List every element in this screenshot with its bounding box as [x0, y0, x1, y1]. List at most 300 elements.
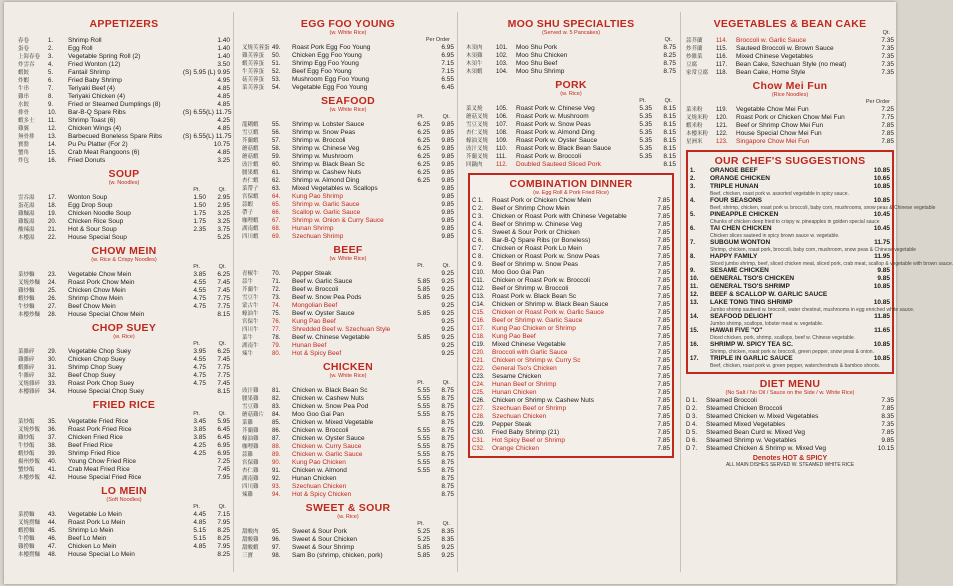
combination-dinner-box	[468, 173, 674, 458]
combo-item[interactable]	[472, 421, 670, 429]
item-number: 75.	[272, 311, 281, 317]
diet-item[interactable]	[686, 413, 894, 421]
combo-item[interactable]	[472, 245, 670, 253]
menu-item[interactable]	[18, 543, 230, 551]
menu-item[interactable]	[242, 528, 454, 536]
menu-item[interactable]	[18, 133, 230, 141]
rice-note: ALL MAIN DISHES SERVED W. STEAMED WHITE RICE	[725, 462, 855, 468]
combo-item[interactable]	[472, 341, 670, 349]
item-number: 76.	[272, 319, 281, 325]
menu-item[interactable]	[242, 193, 454, 201]
pint-price: 4.75	[193, 372, 206, 379]
price-header	[18, 30, 230, 37]
price-header	[18, 504, 230, 511]
chinese-name: 無骨排	[18, 134, 35, 140]
pint-header: Pt.	[193, 341, 200, 347]
menu-item[interactable]	[18, 551, 230, 559]
menu-item[interactable]	[242, 209, 454, 217]
menu-item[interactable]	[18, 61, 230, 69]
menu-item[interactable]	[18, 149, 230, 157]
diet-item[interactable]	[686, 437, 894, 445]
combo-item[interactable]	[472, 365, 670, 373]
pint-price: 6.25	[417, 129, 430, 136]
menu-item[interactable]	[18, 271, 230, 279]
menu-item[interactable]	[18, 311, 230, 319]
menu-item[interactable]	[242, 395, 454, 403]
item-number: 7.	[690, 240, 696, 246]
menu-item[interactable]	[18, 234, 230, 242]
item-name: Roast Pork w. Oyster Sauce	[516, 137, 598, 144]
combo-item[interactable]	[472, 277, 670, 285]
menu-item[interactable]	[466, 44, 676, 52]
menu-item[interactable]	[242, 435, 454, 443]
menu-item[interactable]	[18, 519, 230, 527]
combo-item[interactable]	[472, 429, 670, 437]
combo-item[interactable]	[472, 237, 670, 245]
menu-item[interactable]	[18, 380, 230, 388]
menu-item[interactable]	[18, 210, 230, 218]
combo-item[interactable]	[472, 221, 670, 229]
menu-item[interactable]	[242, 137, 454, 145]
quart-price: 6.25	[217, 348, 230, 355]
menu-item[interactable]	[242, 310, 454, 318]
menu-item[interactable]	[686, 53, 894, 61]
section-title: SOUP	[108, 168, 140, 180]
chinese-name: 叉燒撈麵	[18, 520, 41, 526]
combo-item[interactable]	[472, 301, 670, 309]
menu-item[interactable]	[18, 101, 230, 109]
menu-item[interactable]	[18, 77, 230, 85]
chinese-name: 酸辣湯	[18, 227, 35, 233]
menu-item[interactable]	[686, 61, 894, 69]
menu-item[interactable]	[242, 318, 454, 326]
chinese-name: 芥蘭叉燒	[466, 154, 489, 160]
chef-item[interactable]	[690, 239, 890, 247]
menu-item[interactable]	[242, 201, 454, 209]
chef-item[interactable]	[690, 183, 890, 191]
chinese-name: 杏仁雞	[242, 468, 259, 474]
item-name: SUBGUM WONTON	[710, 239, 771, 246]
menu-item[interactable]	[18, 85, 230, 93]
menu-item[interactable]	[242, 475, 454, 483]
menu-item[interactable]	[466, 105, 676, 113]
menu-item[interactable]	[242, 161, 454, 169]
menu-item[interactable]	[18, 450, 230, 458]
combo-item[interactable]	[472, 317, 670, 325]
combo-item[interactable]	[472, 269, 670, 277]
menu-item[interactable]	[242, 411, 454, 419]
menu-item[interactable]	[18, 418, 230, 426]
menu-item[interactable]	[242, 153, 454, 161]
combo-item[interactable]	[472, 205, 670, 213]
menu-item[interactable]	[466, 129, 676, 137]
menu-item[interactable]	[242, 225, 454, 233]
combo-item[interactable]	[472, 397, 670, 405]
combo-item[interactable]	[472, 229, 670, 237]
menu-item[interactable]	[242, 459, 454, 467]
section-title: LO MEIN	[101, 485, 147, 497]
menu-item[interactable]	[242, 467, 454, 475]
chinese-name: 回鍋肉	[466, 162, 483, 168]
chef-item[interactable]	[690, 291, 890, 299]
menu-item[interactable]	[686, 122, 894, 130]
menu-item[interactable]	[686, 106, 894, 114]
menu-item[interactable]	[18, 37, 230, 45]
menu-item[interactable]	[466, 121, 676, 129]
diet-item[interactable]	[686, 429, 894, 437]
chinese-name: 四川牛	[242, 327, 259, 333]
item-number: 84.	[272, 412, 281, 418]
item-price: 7.85	[657, 357, 670, 364]
chinese-name: 雞撈麵	[18, 544, 35, 550]
menu-item[interactable]	[242, 169, 454, 177]
item-name: Roast Pork or Chicken Chow Mei Fun	[736, 114, 845, 121]
item-name: Beef or Shrimp w. Broccoli	[492, 285, 569, 292]
item-name: Chicken or Shrimp w. Black Bean Sauce	[492, 301, 609, 308]
chinese-name: 咖哩蝦	[242, 218, 259, 224]
menu-item[interactable]	[466, 161, 676, 169]
combo-item[interactable]	[472, 437, 670, 445]
menu-item[interactable]	[18, 295, 230, 303]
item-number: 111.	[496, 154, 507, 160]
menu-item[interactable]	[242, 491, 454, 499]
item-number: 68.	[272, 226, 281, 232]
item-number: 51.	[272, 61, 281, 67]
menu-item[interactable]	[466, 68, 676, 76]
combo-item[interactable]	[472, 405, 670, 413]
item-price: 7.85	[657, 389, 670, 396]
quart-price: 9.25	[441, 270, 454, 277]
menu-item[interactable]	[18, 372, 230, 380]
item-number: 116.	[716, 54, 728, 60]
chinese-name: 蛋卷	[18, 46, 30, 52]
combo-item[interactable]	[472, 333, 670, 341]
combo-item[interactable]	[472, 389, 670, 397]
item-name: Beef Fried Rice	[68, 442, 113, 449]
menu-item[interactable]	[242, 443, 454, 451]
combo-item[interactable]	[472, 309, 670, 317]
menu-item[interactable]	[18, 69, 230, 77]
quart-price: 8.15	[217, 311, 230, 318]
menu-item[interactable]	[18, 279, 230, 287]
chinese-name: 菜芙蓉蛋	[242, 85, 265, 91]
menu-item[interactable]	[242, 342, 454, 350]
combo-item[interactable]	[472, 325, 670, 333]
combo-item[interactable]	[472, 253, 670, 261]
menu-item[interactable]	[18, 535, 230, 543]
menu-item[interactable]	[686, 130, 894, 138]
item-name: Shrimp w. Black Bean Sc	[292, 161, 365, 168]
chef-item[interactable]	[690, 355, 890, 363]
combo-item[interactable]	[472, 197, 670, 205]
menu-item[interactable]	[242, 76, 454, 84]
chef-item[interactable]	[690, 211, 890, 219]
menu-item[interactable]	[18, 303, 230, 311]
menu-item[interactable]	[18, 141, 230, 149]
menu-item[interactable]	[242, 483, 454, 491]
menu-item[interactable]	[242, 302, 454, 310]
chef-item[interactable]	[690, 313, 890, 321]
pint-price: 4.25	[193, 450, 206, 457]
menu-item[interactable]	[686, 69, 894, 77]
menu-item[interactable]	[686, 45, 894, 53]
item-name: Steamed Shrimp w. Vegetables	[706, 437, 797, 444]
chef-item[interactable]	[690, 253, 890, 261]
item-number: 7.	[48, 86, 54, 92]
combo-item[interactable]	[472, 357, 670, 365]
item-name: Sweet & Sour Pork	[292, 528, 347, 535]
menu-item[interactable]	[242, 536, 454, 544]
item-name: Roast Pork Fried Rice	[68, 426, 132, 433]
chinese-name: 咖哩雞	[242, 444, 259, 450]
menu-item[interactable]	[18, 53, 230, 61]
item-price: 7.85	[657, 405, 670, 412]
item-number: C18.	[472, 334, 485, 340]
combo-item[interactable]	[472, 373, 670, 381]
diet-item[interactable]	[686, 421, 894, 429]
combo-item[interactable]	[472, 349, 670, 357]
menu-item[interactable]	[242, 403, 454, 411]
menu-item[interactable]	[18, 287, 230, 295]
combo-item[interactable]	[472, 261, 670, 269]
menu-item[interactable]	[242, 419, 454, 427]
item-number: 41.	[48, 467, 57, 473]
diet-item[interactable]	[686, 405, 894, 413]
pint-header: Pt.	[417, 521, 424, 527]
menu-item[interactable]	[242, 544, 454, 552]
item-name: Sweet & Sour Pork or Chicken	[492, 229, 580, 236]
menu-item[interactable]	[18, 388, 230, 396]
menu-item[interactable]	[18, 458, 230, 466]
menu-item[interactable]	[242, 350, 454, 358]
chinese-name: 炒雜菜	[686, 54, 703, 60]
menu-item[interactable]	[18, 109, 230, 117]
menu-item[interactable]	[242, 552, 454, 560]
menu-item[interactable]	[466, 52, 676, 60]
menu-item[interactable]	[18, 348, 230, 356]
menu-item[interactable]	[18, 364, 230, 372]
combo-item[interactable]	[472, 381, 670, 389]
item-name: Chicken w. Curry Sauce	[292, 443, 362, 450]
menu-item[interactable]	[242, 326, 454, 334]
menu-item[interactable]	[18, 218, 230, 226]
item-price: 10.85	[873, 341, 890, 348]
chef-item[interactable]	[690, 197, 890, 205]
chinese-name: 宮保蝦	[242, 194, 259, 200]
menu-item[interactable]	[466, 145, 676, 153]
menu-item[interactable]	[18, 356, 230, 364]
menu-item[interactable]	[18, 527, 230, 535]
quart-price: 6.95	[441, 44, 454, 51]
menu-item[interactable]	[686, 37, 894, 45]
menu-item[interactable]	[18, 125, 230, 133]
menu-item[interactable]	[242, 334, 454, 342]
menu-item[interactable]	[242, 451, 454, 459]
item-name: Chicken Rice Soup	[68, 218, 124, 225]
chef-item[interactable]	[690, 275, 890, 283]
item-name: Roast Pork or Chicken Chow Mein	[492, 197, 592, 204]
pint-price: 5.15	[193, 535, 206, 542]
menu-item[interactable]	[242, 177, 454, 185]
item-name: HAPPY FAMILY	[710, 253, 758, 260]
quart-price: 9.85	[441, 193, 454, 200]
item-name: House Special Lo Mein	[68, 551, 135, 558]
item-price: 7.85	[657, 277, 670, 284]
menu-item[interactable]	[242, 286, 454, 294]
item-name: Hot Spicy Beef or Shrimp	[492, 437, 565, 444]
quart-price: 7.45	[217, 380, 230, 387]
item-number: C30.	[472, 430, 485, 436]
item-price: 7.85	[657, 197, 670, 204]
combo-item[interactable]	[472, 293, 670, 301]
quart-price: (L) 11.75	[206, 109, 232, 116]
pint-price: 5.35	[639, 153, 652, 160]
chinese-name: 菇芙蓉蛋	[242, 77, 265, 83]
menu-item[interactable]	[242, 44, 454, 52]
item-number: 19.	[48, 211, 57, 217]
menu-item[interactable]	[242, 217, 454, 225]
menu-item[interactable]	[242, 427, 454, 435]
chinese-name: 炸包	[18, 158, 30, 164]
combo-item[interactable]	[472, 413, 670, 421]
quart-price: (L) 9.95	[207, 69, 230, 76]
pint-price: 2.35	[193, 226, 206, 233]
menu-item[interactable]	[18, 426, 230, 434]
menu-item[interactable]	[18, 45, 230, 53]
item-price: 9.85	[881, 437, 894, 444]
menu-item[interactable]	[686, 138, 894, 146]
chef-item[interactable]	[690, 175, 890, 183]
chinese-name: 雪豆雞	[242, 404, 259, 410]
quart-price: 6.45	[217, 426, 230, 433]
chinese-name: 菜牛	[242, 335, 254, 341]
quart-price: 7.45	[217, 356, 230, 363]
item-price: 7.85	[657, 349, 670, 356]
chef-item[interactable]	[690, 283, 890, 291]
chef-item[interactable]	[690, 327, 890, 335]
chef-item[interactable]	[690, 341, 890, 349]
item-number: 1.	[690, 168, 696, 174]
item-name: House Special Fried Rice	[68, 474, 142, 481]
item-number: 6.	[48, 78, 54, 84]
item-number: 4.	[48, 62, 54, 68]
menu-item[interactable]	[242, 52, 454, 60]
quart-price: 8.25	[217, 527, 230, 534]
item-name: TAI CHEN CHICKEN	[710, 225, 772, 232]
item-number: 8.	[48, 94, 54, 100]
item-number: 52.	[272, 69, 281, 75]
menu-item[interactable]	[18, 157, 230, 165]
diet-item[interactable]	[686, 397, 894, 405]
chef-item[interactable]	[690, 225, 890, 233]
quart-price: 7.15	[217, 511, 230, 518]
item-name: Roast Pork w. Chinese Veg	[516, 105, 595, 112]
combo-item[interactable]	[472, 445, 670, 453]
item-name: Fried Baby Shrimp (21)	[492, 429, 560, 436]
item-name: Vegetable Chow Mei Fun	[736, 106, 809, 113]
item-name: Vegetable Chow Mein	[68, 271, 132, 278]
menu-item[interactable]	[686, 114, 894, 122]
menu-item[interactable]	[242, 121, 454, 129]
chinese-name: 蛋花湯	[18, 203, 35, 209]
combo-item[interactable]	[472, 213, 670, 221]
item-number: 82.	[272, 396, 281, 402]
menu-item[interactable]	[18, 226, 230, 234]
menu-item[interactable]	[18, 474, 230, 482]
item-name: Beef w. Garlic Sauce	[292, 278, 353, 285]
item-name: Chicken or Roast Pork w. Garlic Sauce	[492, 309, 604, 316]
menu-item[interactable]	[466, 60, 676, 68]
menu-item[interactable]	[466, 137, 676, 145]
menu-item[interactable]	[18, 511, 230, 519]
chef-item[interactable]	[690, 267, 890, 275]
menu-item[interactable]	[18, 466, 230, 474]
quart-price: 1.40	[217, 53, 230, 60]
chef-item[interactable]	[690, 299, 890, 307]
menu-item[interactable]	[242, 294, 454, 302]
menu-item[interactable]	[466, 153, 676, 161]
item-number: 70.	[272, 271, 281, 277]
item-number: 18.	[48, 203, 57, 209]
chinese-name: 菜雜碎	[18, 349, 35, 355]
pint-price: 5.55	[417, 387, 430, 394]
menu-item[interactable]	[18, 194, 230, 202]
quart-price: 7.35	[881, 69, 894, 76]
combo-item[interactable]	[472, 285, 670, 293]
menu-item[interactable]	[18, 117, 230, 125]
item-number: 66.	[272, 210, 281, 216]
chinese-name: 牛芙蓉蛋	[242, 69, 265, 75]
quart-price: 8.75	[663, 68, 676, 75]
item-price: 7.85	[657, 341, 670, 348]
menu-item[interactable]	[242, 68, 454, 76]
item-number: 95.	[272, 529, 281, 535]
menu-item[interactable]	[242, 84, 454, 92]
menu-item[interactable]	[242, 387, 454, 395]
menu-item[interactable]	[242, 233, 454, 241]
menu-item[interactable]	[18, 202, 230, 210]
item-name: Moo Goo Gai Pan	[492, 269, 545, 276]
chinese-name: 芥蘭雞	[242, 428, 259, 434]
item-name: Moo Shu Chicken	[516, 52, 568, 59]
item-number: 17.	[690, 356, 699, 362]
menu-item[interactable]	[242, 278, 454, 286]
menu-item[interactable]	[242, 129, 454, 137]
menu-item[interactable]	[18, 442, 230, 450]
chef-item[interactable]	[690, 167, 890, 175]
menu-item[interactable]	[18, 93, 230, 101]
chinese-name: 蝦雜碎	[18, 365, 35, 371]
chinese-name: 蝦米粉	[686, 123, 703, 129]
menu-item[interactable]	[242, 185, 454, 193]
item-number: 39.	[48, 451, 57, 457]
menu-item[interactable]	[242, 270, 454, 278]
menu-item[interactable]	[466, 113, 676, 121]
item-number: 46.	[48, 536, 57, 542]
item-number: 88.	[272, 444, 281, 450]
item-name: Szechuan Chicken	[292, 483, 347, 490]
item-price: 7.85	[657, 421, 670, 428]
item-name: FOUR SEASONS	[710, 197, 763, 204]
quart-price: 8.15	[663, 153, 676, 160]
item-number: C 7.	[472, 246, 484, 252]
menu-item[interactable]	[242, 145, 454, 153]
item-name: House Special Soup	[68, 234, 127, 241]
item-number: C20.	[472, 350, 485, 356]
menu-item[interactable]	[242, 60, 454, 68]
diet-item[interactable]	[686, 445, 894, 453]
menu-item[interactable]	[18, 434, 230, 442]
